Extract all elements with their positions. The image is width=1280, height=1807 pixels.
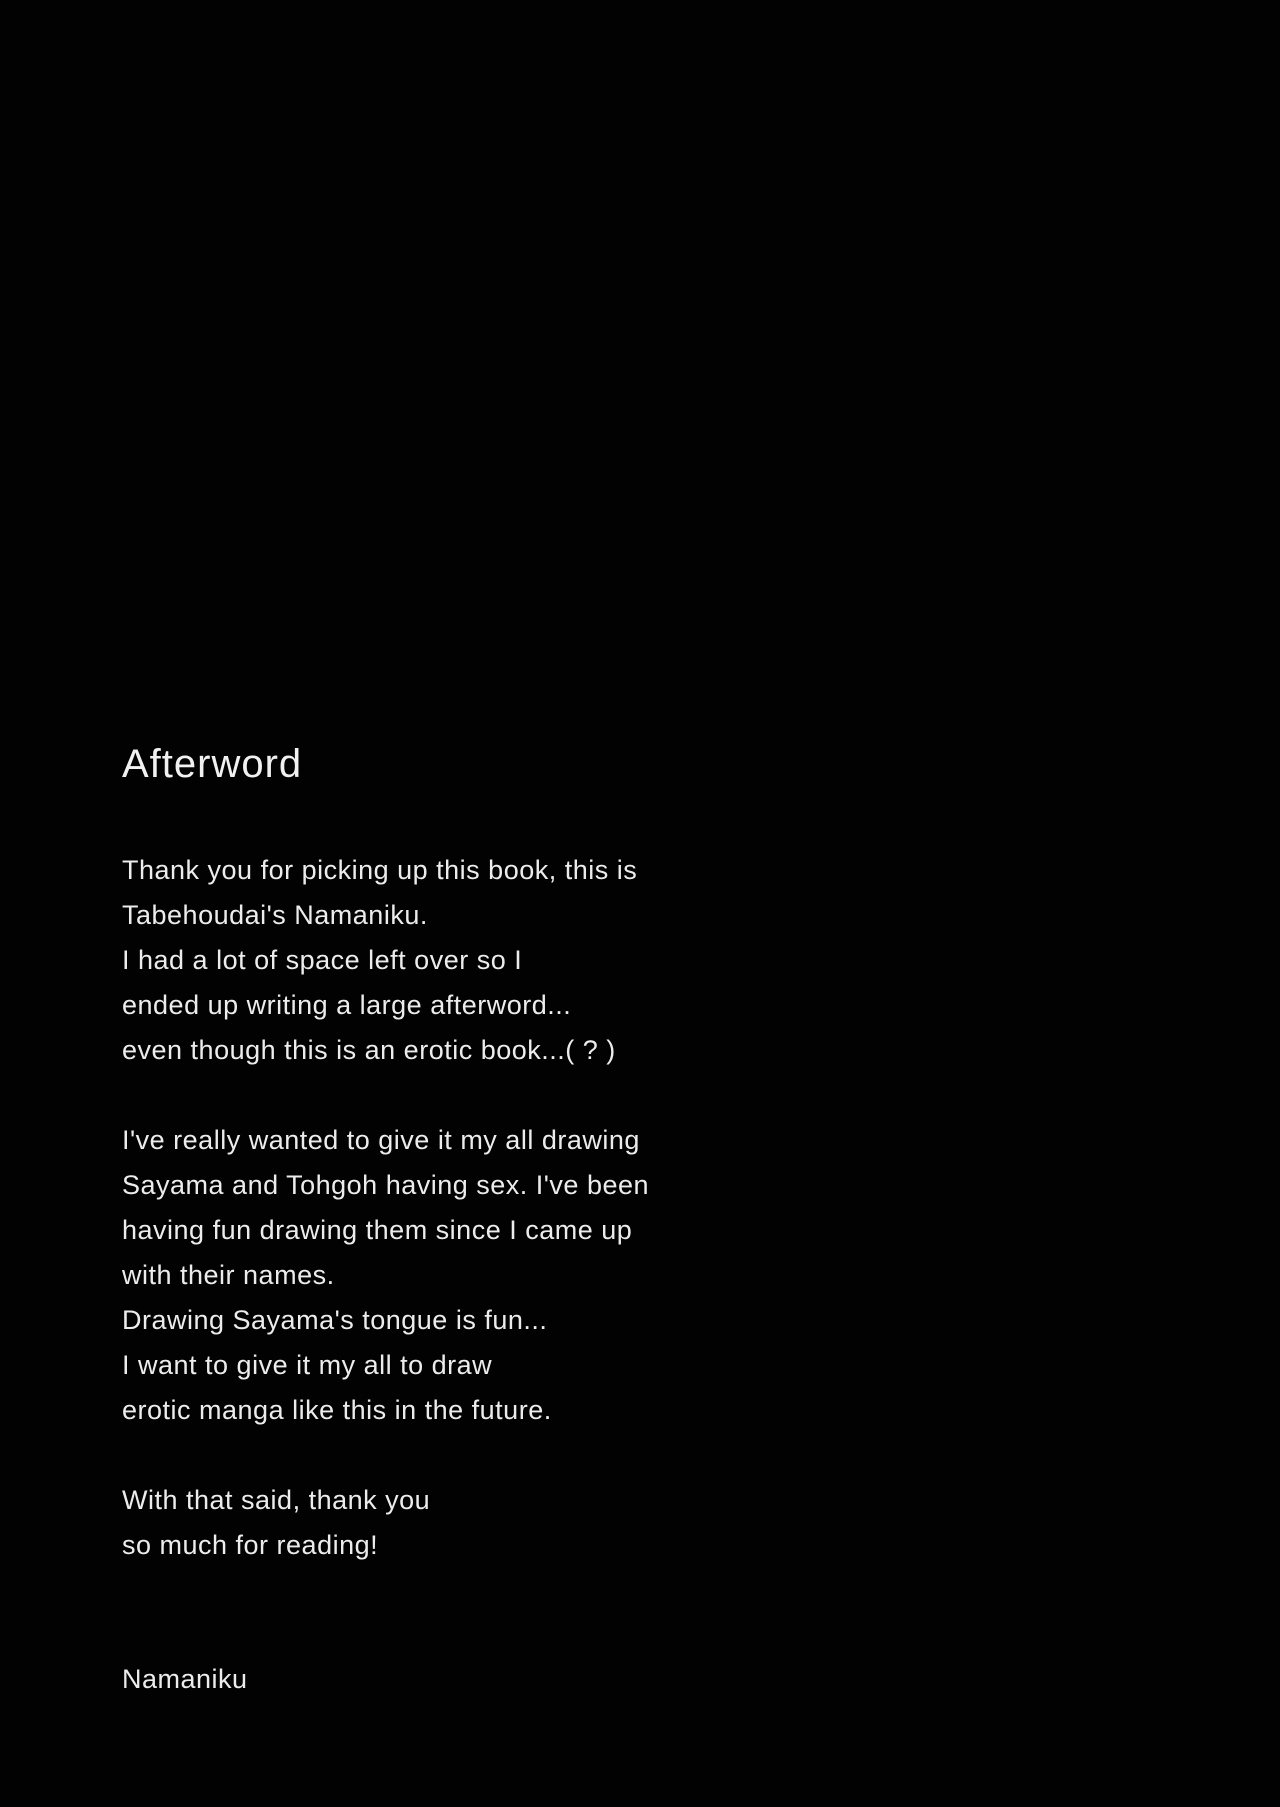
text-line: so much for reading!: [122, 1530, 379, 1560]
afterword-paragraph-3: [122, 1478, 1172, 1568]
text-line: Drawing Sayama's tongue is fun...: [122, 1305, 548, 1335]
text-line: even though this is an erotic book...( ? ): [122, 1035, 616, 1065]
text-line: I've really wanted to give it my all drawing: [122, 1125, 640, 1155]
text-line: With that said, thank you: [122, 1485, 431, 1515]
text-line: Tabehoudai's Namaniku.: [122, 900, 428, 930]
author-signature: Namaniku: [122, 1664, 248, 1694]
text-line: Sayama and Tohgoh having sex. I've been: [122, 1170, 650, 1200]
text-line: Thank you for picking up this book, this is: [122, 855, 638, 885]
text-line: ended up writing a large afterword...: [122, 990, 572, 1020]
text-line: I want to give it my all to draw: [122, 1350, 493, 1380]
text-line: with their names.: [122, 1260, 335, 1290]
text-line: having fun drawing them since I came up: [122, 1215, 633, 1245]
text-line: I had a lot of space left over so I: [122, 945, 523, 975]
text-line: erotic manga like this in the future.: [122, 1395, 552, 1425]
afterword-paragraph-1: [122, 848, 1172, 1073]
page-title: Afterword: [122, 742, 303, 786]
afterword-paragraph-2: [122, 1118, 1172, 1433]
afterword-content: [122, 742, 1172, 1702]
